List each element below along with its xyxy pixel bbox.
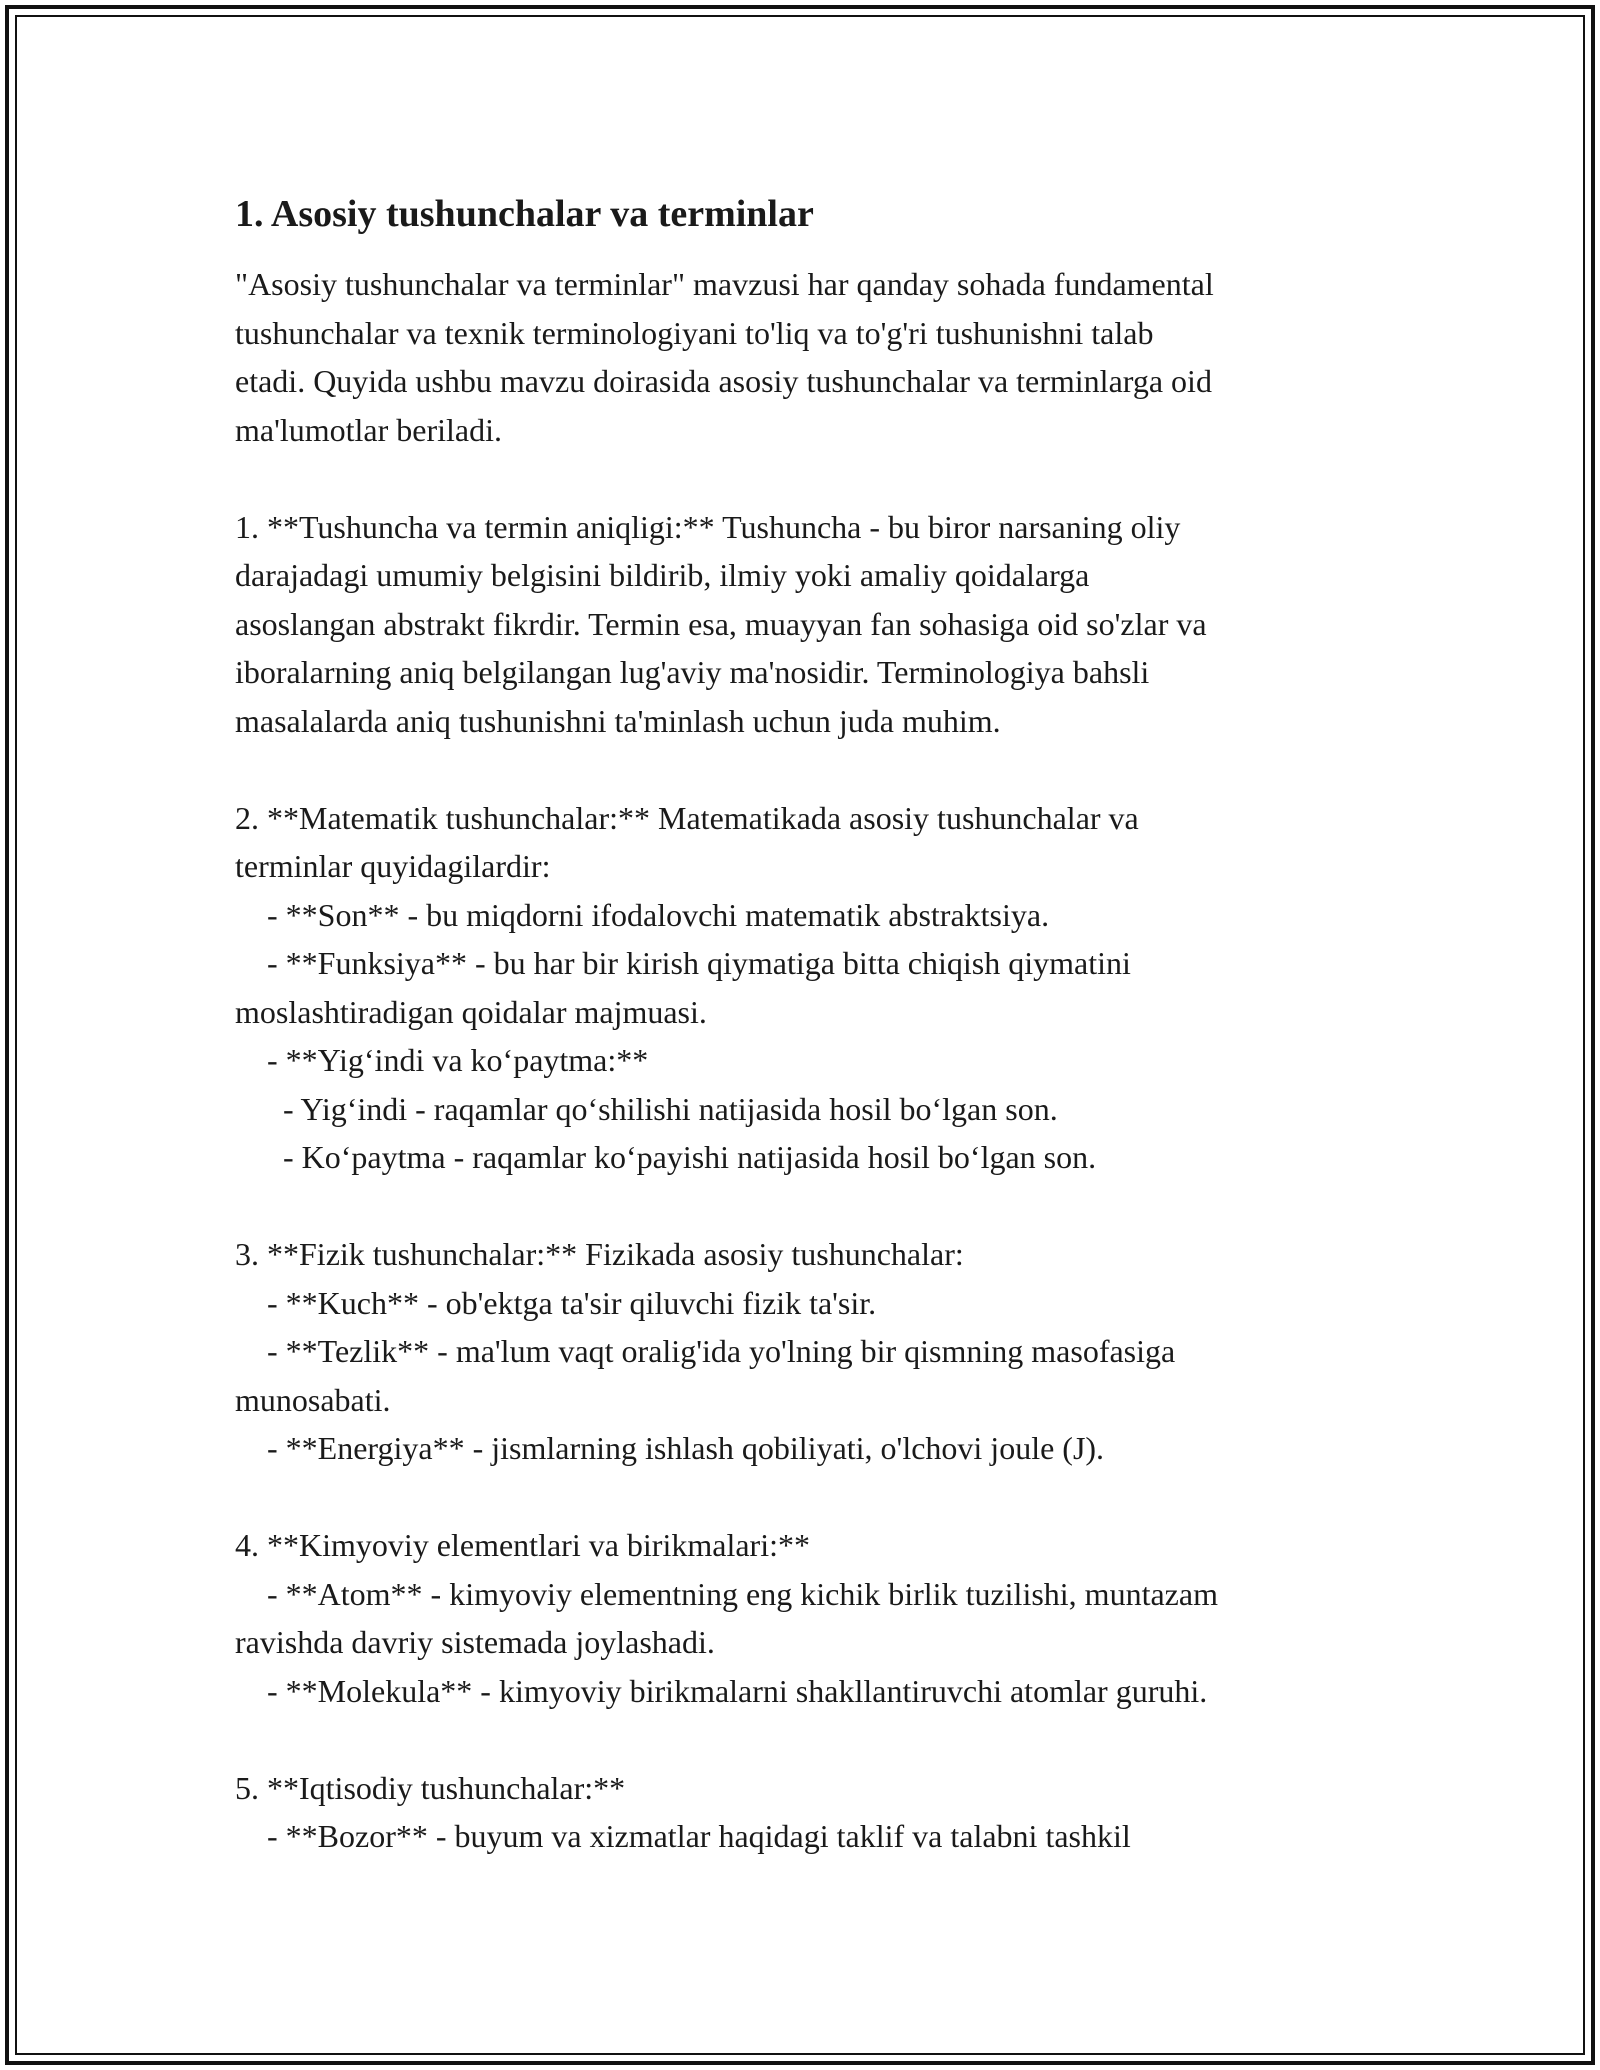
document-text — [235, 260, 1415, 1861]
text-line: ma'lumotlar beriladi. — [235, 411, 503, 448]
section-heading: 1. Asosiy tushunchalar va terminlar — [235, 193, 814, 235]
text-line: - Ko‘paytma - raqamlar ko‘payishi natijasida hosil bo‘lgan son. — [235, 1139, 1097, 1175]
blank-line — [235, 1182, 1415, 1231]
text-line: etadi. Quyida ushbu mavzu doirasida asosiy tushunchalar va terminlarga oid — [235, 363, 1212, 399]
text-line: tushunchalar va texnik terminologiyani to'liq va to'g'ri tushunishni talab — [235, 314, 1154, 351]
text-line: 1. **Tushuncha va termin aniqligi:** Tushuncha - bu biror narsaning oliy — [235, 508, 1181, 545]
blank-line — [235, 1715, 1415, 1764]
text-line: - **Energiya** - jismlarning ishlash qobiliyati, o'lchovi joule (J). — [235, 1430, 1105, 1466]
blank-line — [235, 1473, 1415, 1522]
text-line: terminlar quyidagilardir: — [235, 848, 551, 884]
text-line: moslashtiradigan qoidalar majmuasi. — [235, 993, 707, 1030]
text-line: - **Son** - bu miqdorni ifodalovchi matematik abstraktsiya. — [235, 896, 1050, 933]
text-line: - Yig‘indi - raqamlar qo‘shilishi natijasida hosil bo‘lgan son. — [235, 1090, 1058, 1127]
text-line: - **Tezlik** - ma'lum vaqt oralig'ida yo'lning bir qismning masofasiga — [235, 1333, 1176, 1369]
blank-line — [235, 454, 1415, 503]
text-line: munosabati. — [235, 1381, 391, 1418]
text-line: - **Atom** - kimyoviy elementning eng kichik birlik tuzilishi, muntazam — [235, 1575, 1218, 1612]
text-line: 3. **Fizik tushunchalar:** Fizikada asosiy tushunchalar: — [235, 1236, 964, 1272]
text-line: - **Bozor** - buyum va xizmatlar haqidagi taklif va talabni tashkil — [235, 1818, 1131, 1854]
text-line: - **Molekula** - kimyoviy birikmalarni shakllantiruvchi atomlar guruhi. — [235, 1672, 1208, 1709]
blank-line — [235, 745, 1415, 794]
text-line: 5. **Iqtisodiy tushunchalar:** — [235, 1769, 626, 1806]
text-line: ravishda davriy sistemada joylashadi. — [235, 1624, 715, 1660]
text-line: 2. **Matematik tushunchalar:** Matematikada asosiy tushunchalar va — [235, 799, 1139, 836]
text-line: 4. **Kimyoviy elementlari va birikmalari:** — [235, 1527, 810, 1563]
text-line: - **Kuch** - ob'ektga ta'sir qiluvchi fizik ta'sir. — [235, 1284, 877, 1321]
text-line: - **Yig‘indi va ko‘paytma:** — [235, 1042, 649, 1078]
text-line: "Asosiy tushunchalar va terminlar" mavzusi har qanday sohada fundamental — [235, 266, 1214, 302]
text-line: - **Funksiya** - bu har bir kirish qiymatiga bitta chiqish qiymatini — [235, 945, 1131, 981]
text-line: iboralarning aniq belgilangan lug'aviy ma'nosidir. Terminologiya bahsli — [235, 654, 1150, 690]
text-line: darajadagi umumiy belgisini bildirib, ilmiy yoki amaliy qoidalarga — [235, 557, 1090, 593]
text-line: masalalarda aniq tushunishni ta'minlash uchun juda muhim. — [235, 702, 1001, 739]
text-line: asoslangan abstrakt fikrdir. Termin esa, muayyan fan sohasiga oid so'zlar va — [235, 605, 1207, 642]
document-body — [235, 188, 1415, 1861]
